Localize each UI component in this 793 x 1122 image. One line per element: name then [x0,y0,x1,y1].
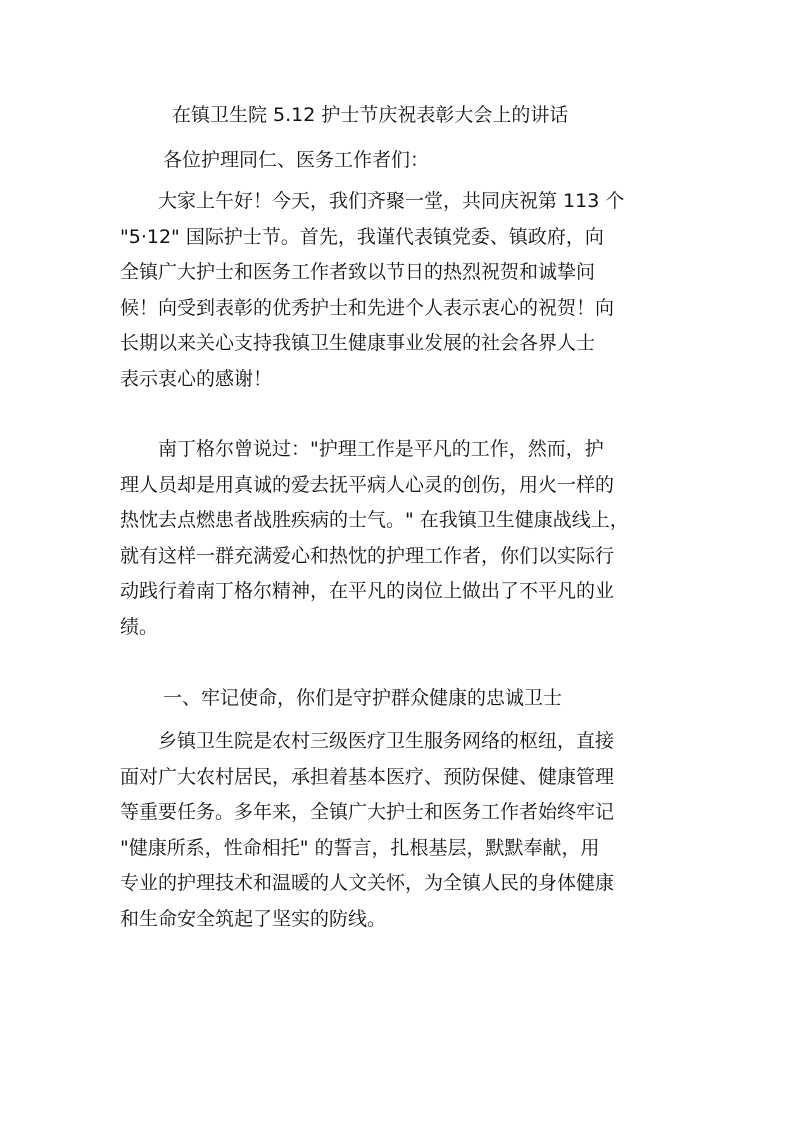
paragraph-line: 表示衷心的感谢！ [120,367,273,390]
paragraph-greeting [120,184,680,398]
section-heading: 一、牢记使命，你们是守护群众健康的忠诚卫士 [163,687,563,709]
paragraph-mission [120,724,680,938]
paragraph-line: 等重要任务。多年来，全镇广大护士和医务工作者始终牢记 [120,801,615,824]
paragraph-line: 乡镇卫生院是农村三级医疗卫生服务网络的枢纽，直接 [120,730,615,752]
speech-title: 在镇卫生院 5.12 护士节庆祝表彰大会上的讲话 [172,104,569,126]
paragraph-line: 专业的护理技术和温暖的人文关怀，为全镇人民的身体健康 [120,872,615,895]
paragraph-line: 绩。 [120,615,159,638]
paragraph-line: 大家上午好！今天，我们齐聚一堂，共同庆祝第 113 个 [120,190,625,212]
paragraph-line: "5·12" 国际护士节。首先，我谨代表镇党委、镇政府，向 [120,225,604,248]
paragraph-line: 理人员却是用真诚的爱去抚平病人心灵的创伤，用火一样的 [120,473,615,496]
paragraph-nightingale [120,432,680,646]
paragraph-line: 面对广大农村居民，承担着基本医疗、预防保健、健康管理 [120,765,615,788]
paragraph-line: 动践行着南丁格尔精神，在平凡的岗位上做出了不平凡的业 [120,580,615,603]
paragraph-line: 南丁格尔曾说过："护理工作是平凡的工作，然而，护 [120,438,604,460]
paragraph-line: 就有这样一群充满爱心和热忱的护理工作者，你们以实际行 [120,544,615,567]
paragraph-line: 热忱去点燃患者战胜疾病的士气。" 在我镇卫生健康战线上， [120,509,629,532]
salutation: 各位护理同仁、医务工作者们： [163,149,430,171]
paragraph-line: 长期以来关心支持我镇卫生健康事业发展的社会各界人士 [120,332,596,355]
paragraph-line: "健康所系，性命相托" 的誓言，扎根基层，默默奉献，用 [120,836,600,859]
paragraph-line: 和生命安全筑起了坚实的防线。 [120,907,387,930]
paragraph-line: 全镇广大护士和医务工作者致以节日的热烈祝贺和诚挚问 [120,261,596,284]
paragraph-line: 候！向受到表彰的优秀护士和先进个人表示衷心的祝贺！向 [120,296,615,319]
